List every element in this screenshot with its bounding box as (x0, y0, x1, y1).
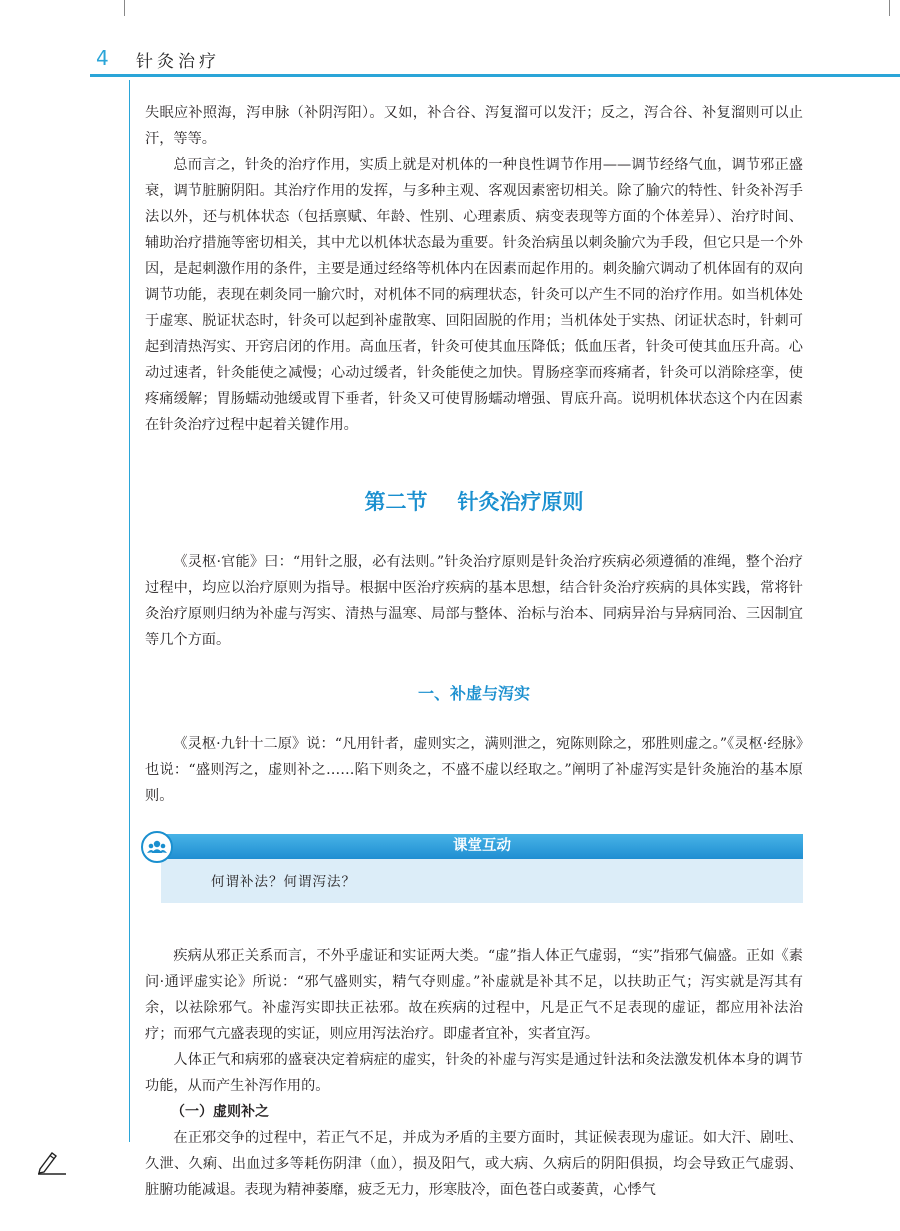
crop-mark-left (124, 0, 125, 16)
paragraph: 总而言之，针灸的治疗作用，实质上就是对机体的一种良性调节作用——调节经络气血，调节邪正盛衰，调节脏腑阴阳。其治疗作用的发挥，与多种主观、客观因素密切相关。除了腧穴的特性、针灸补泻手法以外，还与机体状态（包括禀赋、年龄、性别、心理素质、病变表现等方面的个体差异）、治疗时间、辅助治疗措施等密切相关，其中尤以机体状态最为重要。针灸治病虽以刺灸腧穴为手段，但它只是一个外因，是起刺激作用的条件，主要是通过经络等机体内在因素而起作用的。刺灸腧穴调动了机体固有的双向调节功能，表现在刺灸同一腧穴时，对机体不同的病理状态，针灸可以产生不同的治疗作用。如当机体处于虚寒、脱证状态时，针灸可以起到补虚散寒、回阳固脱的作用；当机体处于实热、闭证状态时，针刺可起到清热泻实、开窍启闭的作用。高血压者，针灸可使其血压降低；低血压者，针灸可使其血压升高。心动过速者，针灸能使之减慢；心动过缓者，针灸能使之加快。胃肠痉挛而疼痛者，针灸可以消除痉挛，使疼痛缓解；胃肠蠕动弛缓或胃下垂者，针灸又可使胃肠蠕动增强、胃底升高。说明机体状态这个内在因素在针灸治疗过程中起着关键作用。 (145, 157, 803, 433)
classroom-body (161, 859, 803, 903)
classroom-question: 何谓补法？何谓泻法？ (211, 874, 356, 890)
section-title: 针灸治疗原则 (457, 490, 584, 514)
margin-rule (129, 80, 130, 1142)
page-header (90, 40, 900, 80)
section-number: 第二节 (364, 490, 428, 514)
page-body (145, 100, 803, 1203)
pencil-icon (36, 1147, 68, 1175)
classroom-interaction-box (145, 831, 803, 905)
paragraph: 人体正气和病邪的盛衰决定着病症的虚实，针灸的补虚与泻实是通过针法和灸法激发机体本身的调节功能，从而产生补泻作用的。 (145, 1052, 803, 1094)
paragraph: 《灵枢·官能》曰：“用针之服，必有法则。”针灸治疗原则是针灸治疗疾病必须遵循的准绳，整个治疗过程中，均应以治疗原则为指导。根据中医治疗疾病的基本思想，结合针灸治疗疾病的具体实践，常将针灸治疗原则归纳为补虚与泻实、清热与温寒、局部与整体、治标与治本、同病异治与异病同治、三因制宜等几个方面。 (145, 554, 803, 648)
subsubsection-heading: （一）虚则补之 (171, 1104, 269, 1120)
paragraph: 失眠应补照海，泻申脉（补阴泻阳）。又如，补合谷、泻复溜可以发汗；反之，泻合谷、补复溜则可以止汗，等等。 (145, 105, 803, 147)
book-title: 针灸治疗 (136, 52, 220, 72)
paragraph: 在正邪交争的过程中，若正气不足，并成为矛盾的主要方面时，其证候表现为虚证。如大汗、剧吐、久泄、久痢、出血过多等耗伤阴津（血），损及阳气，或大病、久病后的阴阳俱损，均会导致正气虚弱、脏腑功能减退。表现为精神萎靡，疲乏无力，形寒肢冷，面色苍白或萎黄，心悸气 (145, 1130, 803, 1198)
group-icon (141, 831, 173, 863)
paragraph: 《灵枢·九针十二原》说：“凡用针者，虚则实之，满则泄之，宛陈则除之，邪胜则虚之。”《灵枢·经脉》也说：“盛则泻之，虚则补之……陷下则灸之，不盛不虚以经取之。”阐明了补虚泻实是针灸施治的基本原则。 (145, 736, 803, 804)
paragraph: 疾病从邪正关系而言，不外乎虚证和实证两大类。“虚”指人体正气虚弱，“实”指邪气偏盛。正如《素问·通评虚实论》所说：“邪气盛则实，精气夺则虚。”补虚就是补其不足，以扶助正气；泻实就是泻其有余，以祛除邪气。补虚泻实即扶正祛邪。故在疾病的过程中，凡是正气不足表现的虚证，都应用补法治疗；而邪气亢盛表现的实证，则应用泻法治疗。即虚者宜补，实者宜泻。 (145, 948, 803, 1042)
subsection-heading: 一、补虚与泻实 (417, 684, 530, 703)
crop-mark-right (889, 0, 890, 16)
classroom-title: 课堂互动 (161, 834, 803, 859)
header-rule (90, 74, 900, 77)
page-number: 4 (96, 46, 109, 70)
section-heading (145, 486, 803, 516)
